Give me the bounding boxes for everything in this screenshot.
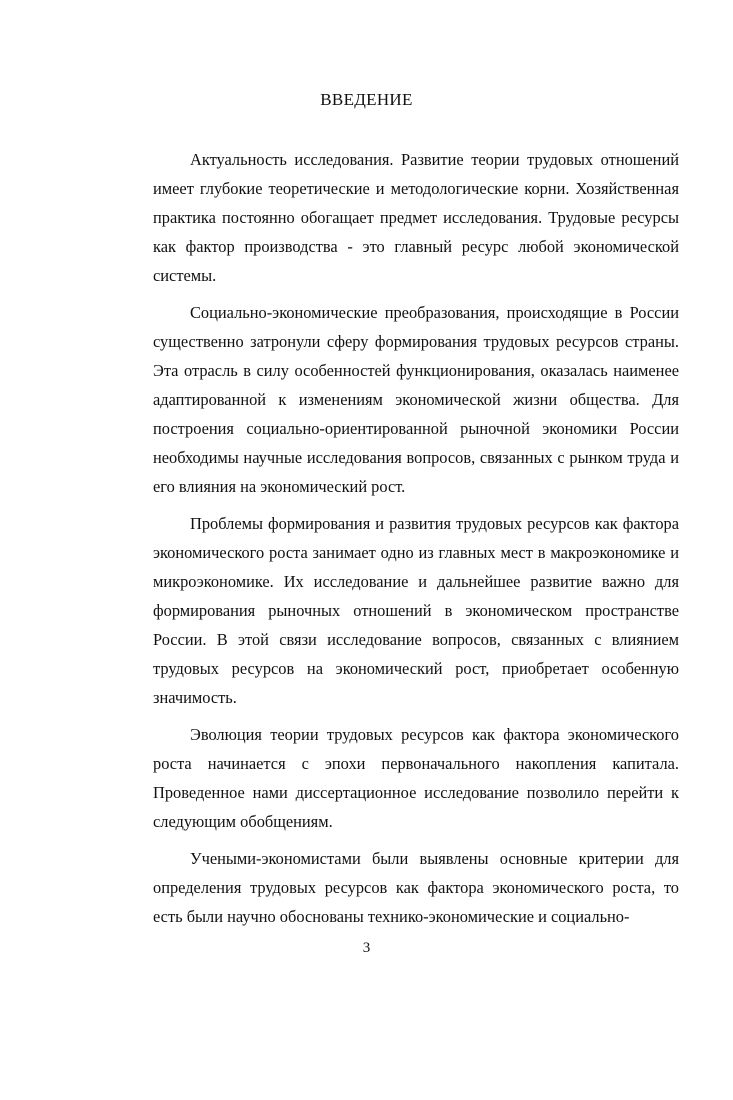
section-heading: ВВЕДЕНИЕ — [320, 90, 413, 109]
page-number: 3 — [362, 940, 371, 956]
paragraph-criteria: Учеными-экономистами были выявлены основные критерии для определения трудовых ресурсов как фактора экономического роста, то есть были научно обоснованы технико-экономические и социально- — [153, 849, 679, 926]
paragraph-theory-evolution: Эволюция теории трудовых ресурсов как фактора экономического роста начинается с эпохи первоначального накопления капитала. Проведенное нами диссертационное исследование позволило перейти к следующим обобщениям. — [153, 725, 679, 831]
paragraph-relevance: Актуальность исследования. Развитие теории трудовых отношений имеет глубокие теоретические и методологические корни. Хозяйственная практика постоянно обогащает предмет исследования. Трудовые ресурсы как фактор производства - это главный ресурс любой экономической системы. — [153, 150, 679, 285]
paragraph-labor-resource-problems: Проблемы формирования и развития трудовых ресурсов как фактора экономического роста занимает одно из главных мест в макроэкономике и микроэкономике. Их исследование и дальнейшее развитие важно для формирования рыночных отношений в экономическом пространстве России. В этой связи исследование вопросов, связанных с влиянием трудовых ресурсов на экономический рост, приобретает особенную значимость. — [153, 514, 679, 707]
body-text — [153, 145, 679, 939]
paragraph-socio-economic-changes: Социально-экономические преобразования, происходящие в России существенно затронули сферу формирования трудовых ресурсов страны. Эта отрасль в силу особенностей функционирования, оказалась наименее адаптированной к изменениям экономической жизни общества. Для построения социально-ориентированной рыночной экономики России необходимы научные исследования вопросов, связанных с рынком труда и его влияния на экономический рост. — [153, 303, 679, 496]
